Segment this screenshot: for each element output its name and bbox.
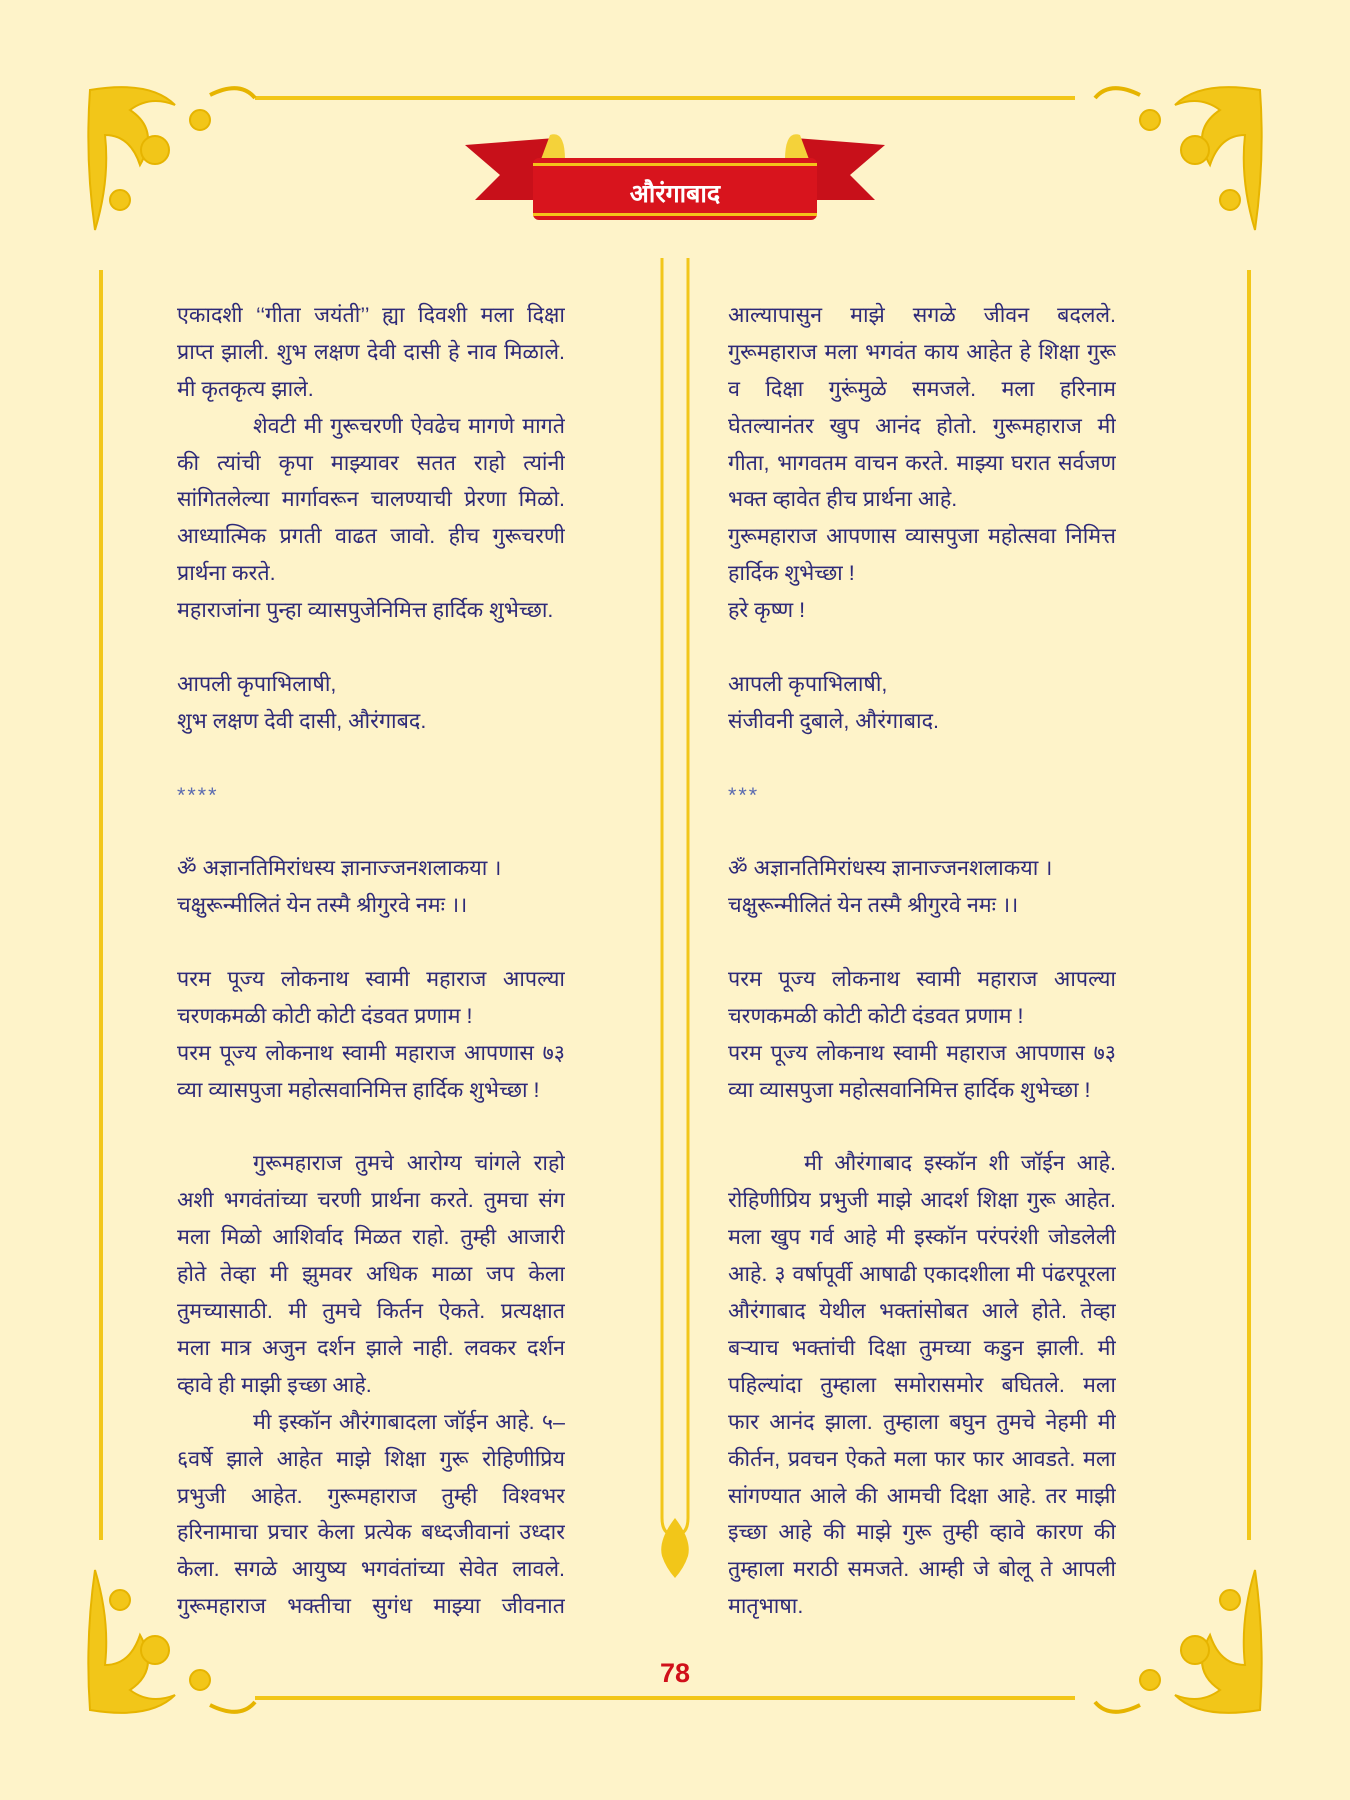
text-line: प्रार्थना करते. [177, 561, 276, 586]
text-line: आपली कृपाभिलाषी, [728, 671, 888, 696]
blank-line [177, 1109, 565, 1146]
text-line: गुरूमहाराज तुमचे आरोग्य चांगले राहो [253, 1151, 565, 1176]
text-line: परम पूज्य लोकनाथ स्वामी महाराज आपल्या [728, 967, 1116, 992]
text-line: अशी भगवंतांच्या चरणी प्रार्थना करते. तुमचा संग [177, 1188, 565, 1213]
text-line: होते तेव्हा मी झुमवर अधिक माळा जप केला [177, 1262, 565, 1287]
text-line: मी कृतकृत्य झाले. [177, 376, 314, 401]
text-line: गीता, भागवतम वाचन करते. माझ्या घरात सर्वजण [728, 450, 1116, 475]
blank-line [728, 813, 1116, 850]
section-separator: *** [728, 782, 760, 807]
text-line: चक्षुरून्मीलितं येन तस्मै श्रीगुरवे नमः ।। [728, 893, 1019, 918]
text-line: औरंगाबाद येथील भक्तांसोबत आले होते. तेव्हा [728, 1299, 1116, 1324]
text-line: ॐ अज्ञानतिमिरांधस्य ज्ञानाज्जनशलाकया । [177, 856, 502, 881]
text-line: प्राप्त झाली. शुभ लक्षण देवी दासी हे नाव मिळाले. [177, 339, 565, 364]
text-line: चक्षुरून्मीलितं येन तस्मै श्रीगुरवे नमः ।। [177, 893, 468, 918]
text-line: की त्यांची कृपा माझ्यावर सतत राहो त्यांनी [177, 450, 565, 475]
text-line: व दिक्षा गुरूंमुळे समजले. मला हरिनाम [728, 376, 1116, 401]
blank-line [728, 740, 1116, 777]
text-line: ६वर्षे झाले आहेत माझे शिक्षा गुरू रोहिणीप्रिय [177, 1446, 565, 1471]
text-line: चरणकमळी कोटी कोटी दंडवत प्रणाम ! [177, 1003, 473, 1028]
text-line: रोहिणीप्रिय प्रभुजी माझे आदर्श शिक्षा गुरू आहेत. [728, 1188, 1116, 1213]
text-line: चरणकमळी कोटी कोटी दंडवत प्रणाम ! [728, 1003, 1024, 1028]
text-line: मला मात्र अजुन दर्शन झाले नाही. लवकर दर्शन [177, 1335, 565, 1360]
text-line: गुरूमहाराज मला भगवंत काय आहेत हे शिक्षा गुरू [728, 339, 1116, 364]
text-line: गुरूमहाराज आपणास व्यासपुजा महोत्सवा निमित्त [728, 524, 1116, 549]
text-line: प्रभुजी आहेत. गुरूमहाराज तुम्ही विश्वभर [177, 1483, 565, 1508]
text-line: आल्यापासुन माझे सगळे जीवन बदलले. [728, 303, 1116, 327]
text-line: व्या व्यासपुजा महोत्सवानिमित्त हार्दिक शुभेच्छा ! [177, 1077, 540, 1102]
text-line: संजीवनी दुबाले, औरंगाबाद. [728, 708, 939, 733]
text-line: हरे कृष्ण ! [728, 598, 806, 623]
text-line: इच्छा आहे की माझे गुरू तुम्ही व्हावे कारण की [728, 1520, 1116, 1545]
text-line: मातृभाषा. [728, 1594, 804, 1619]
blank-line [177, 813, 565, 850]
text-line: भक्त व्हावेत हीच प्रार्थना आहे. [728, 487, 958, 512]
text-line: गुरूमहाराज भक्तीचा सुगंध माझ्या जीवनात [177, 1594, 565, 1619]
blank-line [177, 629, 565, 666]
text-line: बऱ्याच भक्तांची दिक्षा तुमच्या कडुन झाली. मी [728, 1335, 1116, 1360]
text-line: एकादशी ‘‘गीता जयंती’’ ह्या दिवशी मला दिक्षा [177, 303, 565, 327]
text-line: तुम्हाला मराठी समजते. आम्ही जे बोलू ते आपली [728, 1557, 1116, 1582]
text-line: मला खुप गर्व आहे मी इस्कॉन परंपरंशी जोडलेली [728, 1225, 1116, 1250]
text-line: परम पूज्य लोकनाथ स्वामी महाराज आपणास ७३ [177, 1040, 565, 1065]
left-text-column [177, 297, 565, 1625]
text-line: मी औरंगाबाद इस्कॉन शी जॉईन आहे. [804, 1151, 1116, 1176]
text-line: सांगण्यात आले की आमची दिक्षा आहे. तर माझी [728, 1483, 1116, 1508]
text-line: महाराजांना पुन्हा व्यासपुजेनिमित्त हार्दिक शुभेच्छा. [177, 598, 554, 623]
text-line: हार्दिक शुभेच्छा ! [728, 561, 855, 586]
blank-line [177, 740, 565, 777]
blank-line [177, 924, 565, 961]
text-line: कीर्तन, प्रवचन ऐकते मला फार फार आवडते. मला [728, 1446, 1116, 1471]
text-line: तुमच्यासाठी. मी तुमचे किर्तन ऐकते. प्रत्यक्षात [177, 1299, 565, 1324]
text-line: सांगितलेल्या मार्गावरून चालण्याची प्रेरणा मिळो. [177, 487, 565, 512]
corner-flourish-bottom-right [1095, 1570, 1262, 1713]
section-separator: **** [177, 782, 219, 807]
text-line: व्हावे ही माझी इच्छा आहे. [177, 1372, 372, 1397]
text-line: फार आनंद झाला. तुम्हाला बघुन तुमचे नेहमी मी [728, 1409, 1116, 1434]
text-line: मला मिळो आशिर्वाद मिळत राहो. तुम्ही आजारी [177, 1225, 565, 1250]
blank-line [728, 629, 1116, 666]
blank-line [728, 1109, 1116, 1146]
text-line: पहिल्यांदा तुम्हाला समोरासमोर बघितले. मला [728, 1372, 1116, 1397]
text-line: हरिनामाचा प्रचार केला प्रत्येक बध्दजीवानां उध्दार [177, 1520, 565, 1545]
corner-flourish-top-left [88, 87, 255, 230]
text-line: परम पूज्य लोकनाथ स्वामी महाराज आपल्या [177, 967, 565, 992]
text-line: केला. सगळे आयुष्य भगवंतांच्या सेवेत लावले. [177, 1557, 565, 1582]
divider-drop-ornament [661, 1518, 689, 1578]
text-line: आध्यात्मिक प्रगती वाढत जावो. हीच गुरूचरणी [177, 524, 565, 549]
text-line: शुभ लक्षण देवी दासी, औरंगाबद. [177, 708, 427, 733]
page-number: 78 [659, 1658, 691, 1688]
text-line: परम पूज्य लोकनाथ स्वामी महाराज आपणास ७३ [728, 1040, 1116, 1065]
text-line: आपली कृपाभिलाषी, [177, 671, 337, 696]
page-title: औरंगाबाद [629, 179, 721, 208]
text-line: शेवटी मी गुरूचरणी ऐवढेच मागणे मागते [253, 413, 565, 438]
text-line: मी इस्कॉन औरंगाबादला जॉईन आहे. ५– [253, 1409, 565, 1434]
corner-flourish-top-right [1095, 87, 1262, 230]
right-text-column [728, 297, 1116, 1625]
text-line: आहे. ३ वर्षापूर्वी आषाढी एकादशीला मी पंढरपूरला [728, 1262, 1116, 1287]
text-line: ॐ अज्ञानतिमिरांधस्य ज्ञानाज्जनशलाकया । [728, 856, 1053, 881]
text-line: व्या व्यासपुजा महोत्सवानिमित्त हार्दिक शुभेच्छा ! [728, 1077, 1091, 1102]
text-line: घेतल्यानंतर खुप आनंद होतो. गुरूमहाराज मी [728, 413, 1116, 438]
blank-line [728, 924, 1116, 961]
